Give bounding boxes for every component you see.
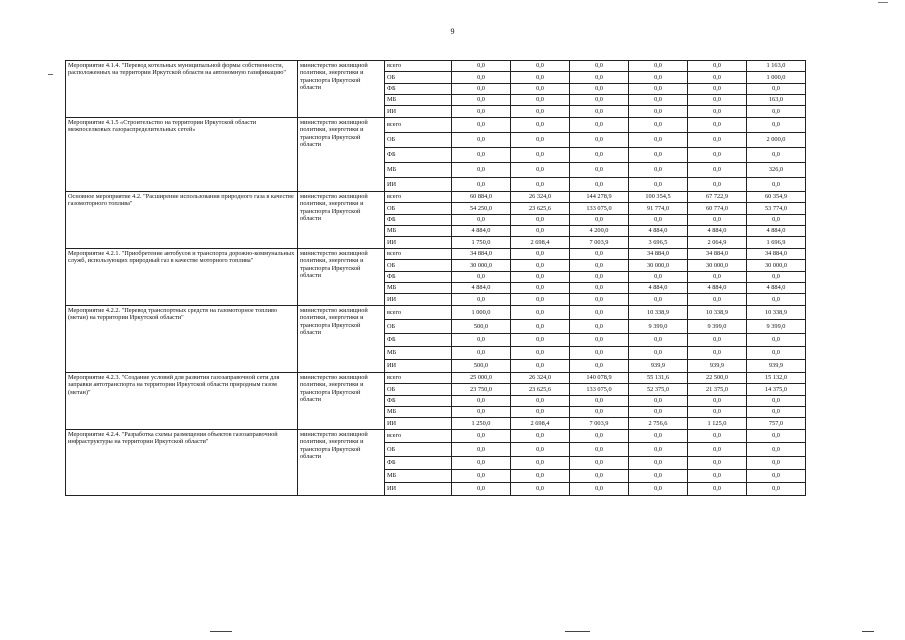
amount-cell: 54 250,0 [452,203,511,215]
amount-cell: 0,0 [452,61,511,72]
responsible-cell: министерство жилищной политики, энергетики и транспорта Иркутской области [298,306,385,373]
amount-cell: 939,9 [747,360,806,373]
amount-cell: 22 500,0 [688,373,747,384]
amount-cell: 0,0 [511,72,570,84]
amount-cell: 0,0 [452,106,511,118]
funding-source-cell: ИИ [385,178,452,192]
responsible-cell: министерство жилищной политики, энергетики и транспорта Иркутской области [298,118,385,192]
funding-source-cell: ОБ [385,320,452,334]
table-row [66,249,806,260]
table-row [66,192,806,203]
funding-source-cell: МБ [385,470,452,483]
funding-source-cell: ИИ [385,418,452,430]
funding-source-cell: ОБ [385,260,452,272]
amount-cell: 163,0 [747,95,806,106]
amount-cell: 0,0 [629,178,688,192]
amount-cell: 2 064,9 [688,237,747,249]
amount-cell: 0,0 [511,334,570,347]
amount-cell: 0,0 [570,407,629,418]
funding-source-cell: ОБ [385,72,452,84]
amount-cell: 0,0 [629,148,688,163]
amount-cell: 0,0 [570,347,629,360]
amount-cell: 30 000,0 [747,260,806,272]
amount-cell: 0,0 [570,84,629,95]
amount-cell: 0,0 [570,360,629,373]
funding-table [65,60,806,496]
amount-cell: 0,0 [511,430,570,443]
amount-cell: 0,0 [570,306,629,320]
amount-cell: 0,0 [688,163,747,178]
amount-cell: 0,0 [452,215,511,226]
amount-cell: 0,0 [452,443,511,457]
amount-cell: 0,0 [629,72,688,84]
amount-cell: 0,0 [511,470,570,483]
amount-cell: 67 722,9 [688,192,747,203]
amount-cell: 4 884,0 [688,226,747,237]
amount-cell: 0,0 [688,407,747,418]
amount-cell: 53 774,0 [747,203,806,215]
amount-cell: 0,0 [688,470,747,483]
amount-cell: 0,0 [452,334,511,347]
funding-source-cell: всего [385,192,452,203]
amount-cell: 0,0 [688,72,747,84]
amount-cell: 0,0 [570,260,629,272]
amount-cell: 0,0 [747,178,806,192]
amount-cell: 0,0 [688,148,747,163]
amount-cell: 0,0 [747,106,806,118]
amount-cell: 14 375,0 [747,384,806,396]
amount-cell: 1 696,9 [747,237,806,249]
funding-source-cell: ИИ [385,294,452,306]
amount-cell: 100 354,5 [629,192,688,203]
amount-cell: 0,0 [570,61,629,72]
funding-source-cell: ОБ [385,384,452,396]
amount-cell: 0,0 [688,178,747,192]
amount-cell: 2 756,6 [629,418,688,430]
amount-cell: 60 354,9 [747,192,806,203]
funding-source-cell: всего [385,373,452,384]
amount-cell: 0,0 [747,347,806,360]
amount-cell: 0,0 [747,470,806,483]
margin-mark [48,74,53,75]
funding-source-cell: МБ [385,283,452,294]
amount-cell: 0,0 [629,106,688,118]
amount-cell: 0,0 [452,483,511,496]
table-row [66,373,806,384]
amount-cell: 34 884,0 [688,249,747,260]
responsible-cell: министерство жилищной политики, энергетики и транспорта Иркутской области [298,249,385,306]
amount-cell: 0,0 [570,294,629,306]
amount-cell: 2 000,0 [747,133,806,148]
event-name-cell: Мероприятие 4.1.4. "Перевод котельных муниципальной формы собственности, расположенных на территории Иркутской области на автономную газификацию" [66,61,298,118]
amount-cell: 26 324,0 [511,373,570,384]
amount-cell: 0,0 [511,294,570,306]
amount-cell: 0,0 [452,148,511,163]
funding-source-cell: всего [385,430,452,443]
amount-cell: 9 399,0 [688,320,747,334]
amount-cell: 0,0 [629,470,688,483]
table-row [66,306,806,320]
amount-cell: 10 338,9 [629,306,688,320]
amount-cell: 0,0 [747,294,806,306]
funding-source-cell: ИИ [385,483,452,496]
funding-source-cell: МБ [385,226,452,237]
amount-cell: 0,0 [570,396,629,407]
amount-cell: 60 774,0 [688,203,747,215]
amount-cell: 0,0 [688,133,747,148]
amount-cell: 4 884,0 [452,226,511,237]
amount-cell: 0,0 [570,470,629,483]
amount-cell: 0,0 [570,283,629,294]
amount-cell: 4 884,0 [452,283,511,294]
funding-source-cell: ФБ [385,457,452,470]
amount-cell: 0,0 [452,457,511,470]
amount-cell: 0,0 [511,133,570,148]
amount-cell: 0,0 [511,457,570,470]
amount-cell: 52 375,0 [629,384,688,396]
funding-source-cell: ИИ [385,237,452,249]
amount-cell: 0,0 [688,272,747,283]
funding-source-cell: ИИ [385,106,452,118]
amount-cell: 9 399,0 [629,320,688,334]
amount-cell: 0,0 [747,272,806,283]
amount-cell: 4 884,0 [629,226,688,237]
amount-cell: 0,0 [688,118,747,133]
amount-cell: 1 125,0 [688,418,747,430]
amount-cell: 0,0 [629,84,688,95]
amount-cell: 34 884,0 [452,249,511,260]
amount-cell: 30 000,0 [688,260,747,272]
amount-cell: 0,0 [688,347,747,360]
amount-cell: 500,0 [452,320,511,334]
event-name-cell: Мероприятие 4.1.5 «Строительство на территории Иркутской области межпоселковых газораспределительных сетей» [66,118,298,192]
amount-cell: 0,0 [570,430,629,443]
event-name-cell: Мероприятие 4.2.4. "Разработка схемы размещения объектов газозаправочной инфраструктуры на территории Иркутской области" [66,430,298,496]
amount-cell: 0,0 [452,430,511,443]
amount-cell: 0,0 [629,430,688,443]
amount-cell: 0,0 [629,133,688,148]
amount-cell: 0,0 [570,148,629,163]
amount-cell: 0,0 [511,95,570,106]
amount-cell: 0,0 [629,347,688,360]
amount-cell: 0,0 [511,215,570,226]
amount-cell: 0,0 [629,396,688,407]
amount-cell: 0,0 [570,106,629,118]
amount-cell: 0,0 [629,457,688,470]
amount-cell: 30 000,0 [452,260,511,272]
amount-cell: 4 884,0 [688,283,747,294]
amount-cell: 34 884,0 [747,249,806,260]
amount-cell: 0,0 [570,72,629,84]
funding-source-cell: всего [385,306,452,320]
amount-cell: 0,0 [570,249,629,260]
amount-cell: 26 324,0 [511,192,570,203]
amount-cell: 4 884,0 [747,283,806,294]
amount-cell: 0,0 [747,148,806,163]
amount-cell: 23 625,6 [511,203,570,215]
amount-cell: 4 884,0 [629,283,688,294]
amount-cell: 0,0 [452,163,511,178]
amount-cell: 2 698,4 [511,418,570,430]
funding-source-cell: всего [385,61,452,72]
amount-cell: 326,0 [747,163,806,178]
amount-cell: 0,0 [747,118,806,133]
amount-cell: 0,0 [747,457,806,470]
amount-cell: 1 163,0 [747,61,806,72]
amount-cell: 0,0 [511,106,570,118]
amount-cell: 0,0 [629,294,688,306]
amount-cell: 0,0 [570,334,629,347]
amount-cell: 0,0 [629,215,688,226]
amount-cell: 939,9 [629,360,688,373]
amount-cell: 0,0 [511,118,570,133]
funding-source-cell: ОБ [385,203,452,215]
funding-source-cell: ФБ [385,148,452,163]
page-number: 9 [450,27,455,36]
amount-cell: 25 000,0 [452,373,511,384]
amount-cell: 0,0 [511,320,570,334]
responsible-cell: министерство жилищной политики, энергетики и транспорта Иркутской области [298,61,385,118]
amount-cell: 0,0 [452,396,511,407]
table-row [66,118,806,133]
amount-cell: 0,0 [511,148,570,163]
amount-cell: 0,0 [511,347,570,360]
amount-cell: 0,0 [747,430,806,443]
amount-cell: 0,0 [511,226,570,237]
amount-cell: 0,0 [452,72,511,84]
amount-cell: 0,0 [511,178,570,192]
amount-cell: 0,0 [747,443,806,457]
amount-cell: 0,0 [688,106,747,118]
event-name-cell: Мероприятие 4.2.1. "Приобретение автобусов и транспорта дорожно-коммунальных служб, использующих природный газ в качестве моторного топлива" [66,249,298,306]
amount-cell: 9 399,0 [747,320,806,334]
amount-cell: 0,0 [747,407,806,418]
amount-cell: 0,0 [629,61,688,72]
amount-cell: 15 132,0 [747,373,806,384]
amount-cell: 0,0 [629,483,688,496]
amount-cell: 0,0 [629,407,688,418]
amount-cell: 500,0 [452,360,511,373]
amount-cell: 4 884,0 [747,226,806,237]
funding-source-cell: ОБ [385,443,452,457]
amount-cell: 0,0 [570,457,629,470]
amount-cell: 55 131,6 [629,373,688,384]
table-row [66,61,806,72]
amount-cell: 0,0 [511,283,570,294]
funding-source-cell: ИИ [385,360,452,373]
amount-cell: 4 200,0 [570,226,629,237]
amount-cell: 0,0 [452,95,511,106]
amount-cell: 0,0 [511,443,570,457]
amount-cell: 0,0 [688,483,747,496]
amount-cell: 0,0 [452,347,511,360]
amount-cell: 1 000,0 [452,306,511,320]
footer-mark [862,631,874,632]
amount-cell: 0,0 [688,396,747,407]
funding-source-cell: МБ [385,407,452,418]
event-name-cell: Мероприятие 4.2.2. "Перевод транспортных средств на газомоторное топливо (метан) на территории Иркутской области" [66,306,298,373]
funding-source-cell: ФБ [385,396,452,407]
amount-cell: 0,0 [629,334,688,347]
amount-cell: 939,9 [688,360,747,373]
amount-cell: 1 750,0 [452,237,511,249]
amount-cell: 1 250,0 [452,418,511,430]
amount-cell: 0,0 [511,306,570,320]
amount-cell: 0,0 [629,163,688,178]
amount-cell: 7 003,9 [570,418,629,430]
funding-source-cell: МБ [385,163,452,178]
amount-cell: 0,0 [511,249,570,260]
amount-cell: 34 884,0 [629,249,688,260]
amount-cell: 23 625,6 [511,384,570,396]
event-name-cell: Основное мероприятие 4.2. "Расширение использования природного газа в качестве газомоторного топлива" [66,192,298,249]
footer-mark [565,631,590,632]
amount-cell: 140 078,9 [570,373,629,384]
scan-corner-mark [878,2,888,3]
funding-source-cell: ФБ [385,84,452,95]
funding-source-cell: ОБ [385,133,452,148]
amount-cell: 0,0 [570,320,629,334]
amount-cell: 0,0 [511,163,570,178]
amount-cell: 0,0 [747,215,806,226]
amount-cell: 0,0 [629,118,688,133]
funding-source-cell: МБ [385,95,452,106]
amount-cell: 0,0 [570,95,629,106]
amount-cell: 0,0 [452,178,511,192]
amount-cell: 0,0 [511,396,570,407]
amount-cell: 0,0 [570,133,629,148]
amount-cell: 21 375,0 [688,384,747,396]
amount-cell: 30 000,0 [629,260,688,272]
amount-cell: 0,0 [452,118,511,133]
amount-cell: 0,0 [747,396,806,407]
amount-cell: 0,0 [629,272,688,283]
amount-cell: 23 750,0 [452,384,511,396]
amount-cell: 0,0 [688,457,747,470]
amount-cell: 2 698,4 [511,237,570,249]
amount-cell: 133 075,0 [570,384,629,396]
amount-cell: 0,0 [629,443,688,457]
amount-cell: 0,0 [452,133,511,148]
amount-cell: 144 278,9 [570,192,629,203]
responsible-cell: министерство жилищной политики, энергетики и транспорта Иркутской области [298,430,385,496]
amount-cell: 0,0 [570,272,629,283]
amount-cell: 0,0 [511,483,570,496]
amount-cell: 91 774,0 [629,203,688,215]
amount-cell: 10 338,9 [747,306,806,320]
funding-source-cell: ФБ [385,272,452,283]
table-row [66,430,806,443]
amount-cell: 0,0 [688,61,747,72]
amount-cell: 0,0 [688,294,747,306]
amount-cell: 0,0 [688,95,747,106]
amount-cell: 0,0 [511,407,570,418]
amount-cell: 0,0 [570,163,629,178]
amount-cell: 757,0 [747,418,806,430]
amount-cell: 133 075,0 [570,203,629,215]
amount-cell: 1 000,0 [747,72,806,84]
amount-cell: 0,0 [629,95,688,106]
responsible-cell: министерство жилищной политики, энергетики и транспорта Иркутской области [298,373,385,430]
amount-cell: 0,0 [688,215,747,226]
amount-cell: 60 884,0 [452,192,511,203]
amount-cell: 0,0 [511,61,570,72]
footer-mark [210,631,232,632]
amount-cell: 0,0 [747,84,806,95]
funding-source-cell: всего [385,249,452,260]
event-name-cell: Мероприятие 4.2.3. "Создание условий для развития газозаправочной сети для заправки автотранспорта на территории Иркутской области природным газом (метан)" [66,373,298,430]
funding-source-cell: ФБ [385,334,452,347]
amount-cell: 0,0 [511,260,570,272]
amount-cell: 0,0 [452,294,511,306]
amount-cell: 7 003,9 [570,237,629,249]
funding-source-cell: ФБ [385,215,452,226]
amount-cell: 0,0 [570,178,629,192]
amount-cell: 0,0 [570,215,629,226]
amount-cell: 0,0 [570,443,629,457]
amount-cell: 0,0 [570,483,629,496]
amount-cell: 0,0 [452,272,511,283]
amount-cell: 0,0 [688,430,747,443]
amount-cell: 0,0 [688,443,747,457]
amount-cell: 0,0 [511,360,570,373]
funding-source-cell: МБ [385,347,452,360]
funding-source-cell: всего [385,118,452,133]
amount-cell: 10 338,9 [688,306,747,320]
amount-cell: 0,0 [452,470,511,483]
amount-cell: 0,0 [511,272,570,283]
responsible-cell: министерство жилищной политики, энергетики и транспорта Иркутской области [298,192,385,249]
amount-cell: 0,0 [452,407,511,418]
amount-cell: 0,0 [570,118,629,133]
amount-cell: 3 696,5 [629,237,688,249]
amount-cell: 0,0 [747,483,806,496]
amount-cell: 0,0 [747,334,806,347]
amount-cell: 0,0 [688,334,747,347]
amount-cell: 0,0 [688,84,747,95]
amount-cell: 0,0 [452,84,511,95]
amount-cell: 0,0 [511,84,570,95]
